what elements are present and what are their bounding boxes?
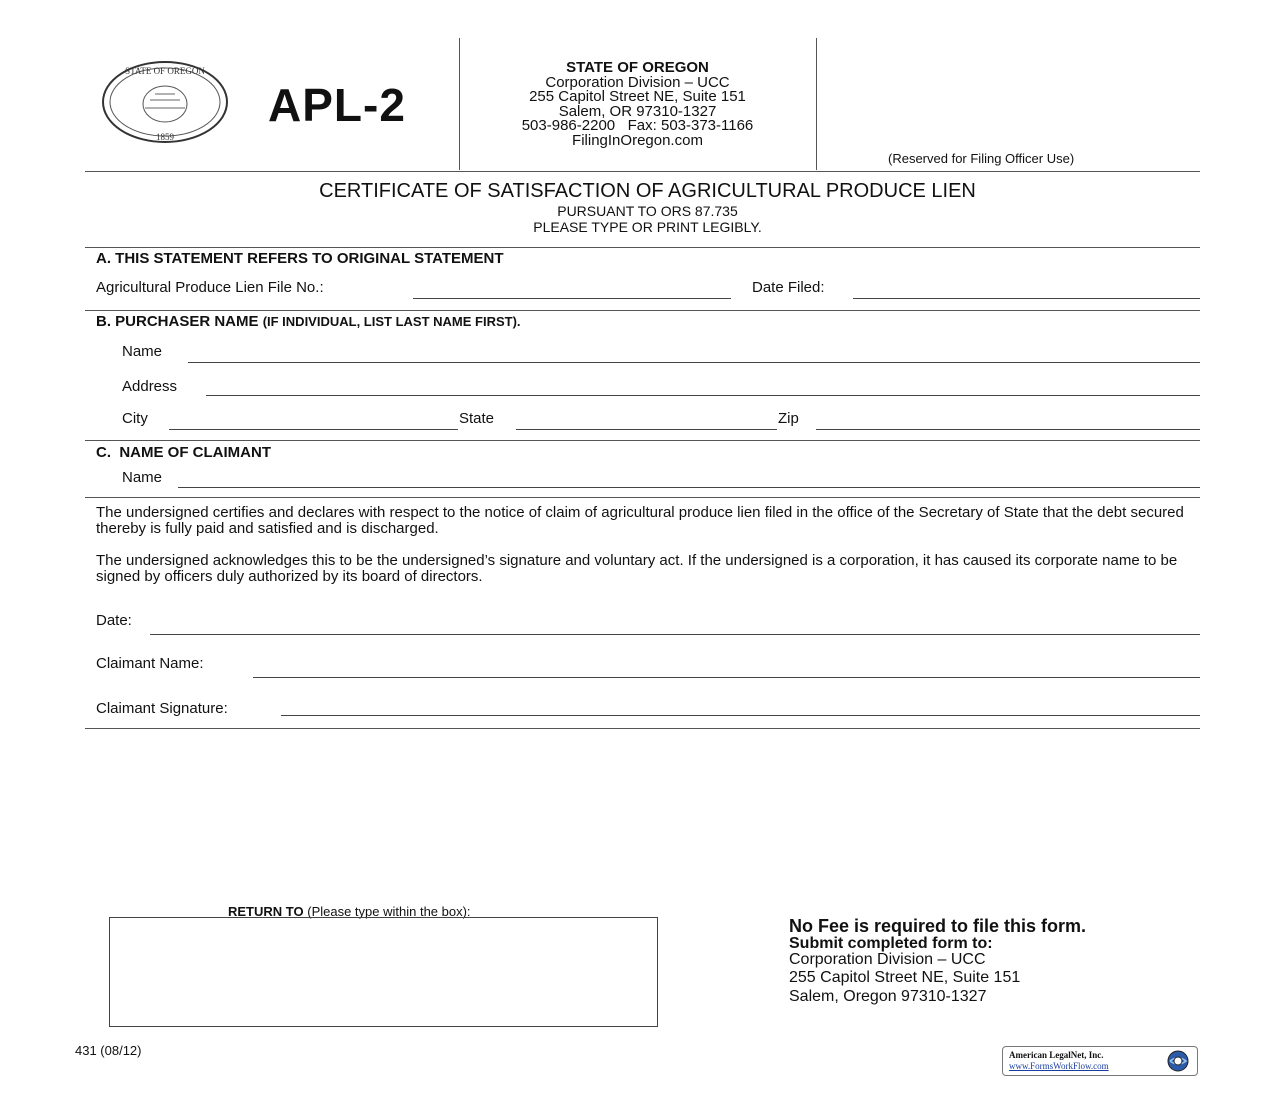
return-to-title: RETURN TO: [228, 904, 304, 919]
section-a-rule: [85, 247, 1200, 248]
header-divider-right: [816, 38, 817, 170]
submit-line-1: Corporation Division – UCC: [789, 951, 986, 968]
submit-line-2: 255 Capitol Street NE, Suite 151: [789, 969, 1021, 986]
claimant-name-label: Name: [122, 469, 163, 486]
file-no-field[interactable]: [413, 298, 731, 299]
agency-division: Corporation Division – UCC: [545, 73, 730, 91]
purchaser-state-label: State: [459, 410, 495, 427]
seal-top-text: STATE OF OREGON: [125, 66, 205, 76]
section-b-title: B. PURCHASER NAME: [96, 313, 259, 330]
submit-to-text: Submit completed form to:: [789, 935, 993, 952]
no-fee-text: No Fee is required to file this form.: [789, 916, 1087, 936]
section-c-heading: C. NAME OF CLAIMANT: [96, 444, 271, 461]
return-to-note: (Please type within the box):: [307, 904, 471, 919]
date-label: Date:: [96, 612, 132, 629]
submit-line-3: Salem, Oregon 97310-1327: [789, 988, 987, 1005]
footer-logo-url[interactable]: www.FormsWorkFlow.com: [1009, 1061, 1109, 1071]
claimant-name-field[interactable]: [178, 487, 1200, 488]
section-b-rule: [85, 310, 1200, 311]
agency-phone-fax: 503-986-2200 Fax: 503-373-1166: [521, 117, 754, 134]
purchaser-city-field[interactable]: [169, 429, 458, 430]
footer-logo[interactable]: [1002, 1046, 1198, 1076]
section-c-rule: [85, 440, 1200, 441]
claimant-name-sign-label: Claimant Name:: [96, 655, 204, 672]
form-subtitle-ors: PURSUANT TO ORS 87.735: [557, 203, 738, 219]
agency-city: Salem, OR 97310-1327: [558, 102, 717, 120]
claimant-signature-label: Claimant Signature:: [96, 700, 228, 717]
declaration-para-2: The undersigned acknowledges this to be the undersigned’s signature and voluntary act. If the undersigned is a corporation, it has caused its corporate name to be signed by officers duly authorized by its board of directors.: [96, 552, 1178, 585]
globe-icon: [1161, 1049, 1195, 1073]
purchaser-name-field[interactable]: [188, 362, 1200, 363]
section-a-heading: A. THIS STATEMENT REFERS TO ORIGINAL STATEMENT: [96, 250, 504, 267]
header-bottom-rule: [85, 171, 1200, 172]
purchaser-state-field[interactable]: [516, 429, 777, 430]
section-b-note: (IF INDIVIDUAL, LIST LAST NAME FIRST).: [262, 314, 521, 329]
agency-state: STATE OF OREGON: [566, 59, 709, 76]
purchaser-address-label: Address: [122, 378, 178, 395]
form-number: 431 (08/12): [75, 1043, 142, 1058]
purchaser-name-label: Name: [122, 343, 163, 360]
footer-logo-company: American LegalNet, Inc.: [1009, 1050, 1104, 1060]
return-to-box[interactable]: [109, 917, 658, 1027]
seal-year: 1859: [156, 132, 174, 142]
purchaser-zip-label: Zip: [778, 410, 799, 427]
declaration-para-1: The undersigned certifies and declares with respect to the notice of claim of agricultural produce lien filed in the office of the Secretary of State that the debt secured thereby is fully paid and satisfied and is discharged.: [96, 504, 1184, 537]
agency-street: 255 Capitol Street NE, Suite 151: [529, 88, 746, 105]
form-subtitle-legibly: PLEASE TYPE OR PRINT LEGIBLY.: [533, 219, 762, 235]
form-title: CERTIFICATE OF SATISFACTION OF AGRICULTURAL PRODUCE LIEN: [319, 180, 976, 202]
agency-block: [462, 61, 813, 148]
purchaser-address-field[interactable]: [206, 395, 1200, 396]
file-no-label: Agricultural Produce Lien File No.:: [96, 279, 324, 296]
state-seal: [100, 60, 230, 144]
date-filed-field[interactable]: [853, 298, 1200, 299]
claimant-name-sign-field[interactable]: [253, 677, 1200, 678]
agency-website: FilingInOregon.com: [572, 131, 703, 149]
signature-bottom-rule: [85, 728, 1200, 729]
section-b-heading: [96, 313, 521, 330]
date-filed-label: Date Filed:: [752, 279, 825, 296]
declaration-rule: [85, 497, 1200, 498]
submit-info: [789, 917, 1086, 1006]
title-block: [85, 179, 1210, 235]
purchaser-zip-field[interactable]: [816, 429, 1200, 430]
purchaser-city-label: City: [122, 410, 148, 427]
claimant-signature-field[interactable]: [281, 715, 1200, 716]
form-code: APL-2: [268, 79, 406, 131]
reserved-text: (Reserved for Filing Officer Use): [888, 151, 1075, 166]
date-field[interactable]: [150, 634, 1200, 635]
header-divider-left: [459, 38, 460, 170]
